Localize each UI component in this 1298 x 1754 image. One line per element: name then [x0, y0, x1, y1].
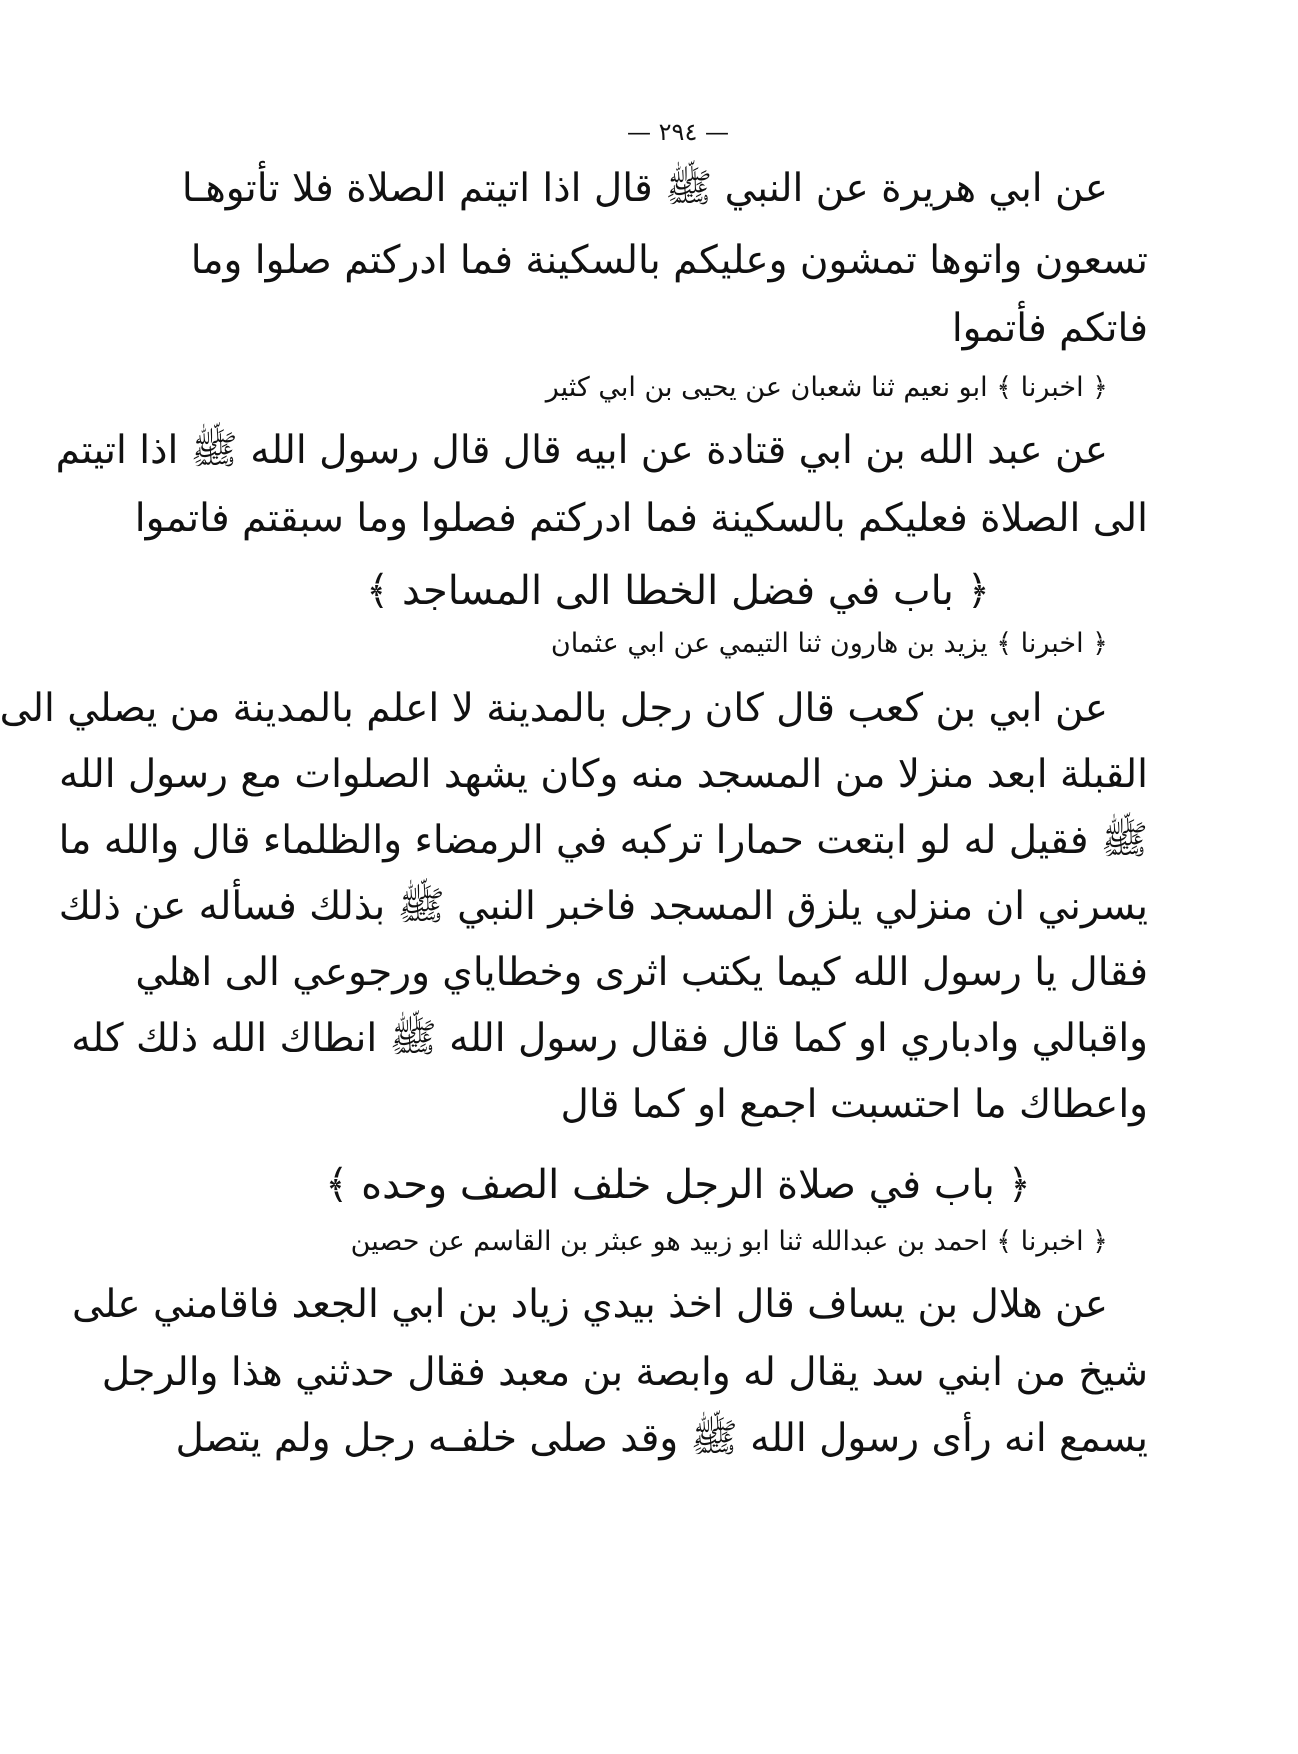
text-line: يسرني ان منزلي يلزق المسجد فاخبر النبي ﷺ بذلك فسأله عن ذلك — [58, 884, 1148, 929]
text-line: شيخ من ابني سد يقال له وابصة بن معبد فقال حدثني هذا والرجل — [101, 1350, 1148, 1395]
text-line: عن هلال بن يساف قال اخذ بيدي زياد بن ابي الجعد فاقامني على — [71, 1282, 1108, 1327]
text-line: الى الصلاة فعليكم بالسكينة فما ادركتم فصلوا وما سبقتم فاتموا — [134, 496, 1148, 541]
text-line: عن عبد الله بن ابي قتادة عن ابيه قال قال رسول الله ﷺ اذا اتيتم — [55, 428, 1108, 473]
isnad-line: ﴿ اخبرنا ﴾ يزيد بن هارون ثنا التيمي عن ابي عثمان — [550, 628, 1108, 659]
text-line: عن ابي بن كعب قال كان رجل بالمدينة لا اعلم بالمدينة من يصلي الى — [0, 686, 1108, 731]
text-line: يسمع انه رأى رسول الله ﷺ وقد صلى خلفـه رجل ولم يتصل — [175, 1416, 1148, 1461]
section-heading: ﴿ باب في فضل الخطا الى المساجد ﴾ — [365, 568, 991, 614]
text-line: فقال يا رسول الله كيما يكتب اثرى وخطاياي ورجوعي الى اهلي — [135, 950, 1148, 995]
text-line: عن ابي هريرة عن النبي ﷺ قال اذا اتيتم الصلاة فلا تأتوهـا — [181, 166, 1108, 211]
isnad-line: ﴿ اخبرنا ﴾ ابو نعيم ثنا شعبان عن يحيى بن ابي كثير — [545, 372, 1108, 403]
isnad-line: ﴿ اخبرنا ﴾ احمد بن عبدالله ثنا ابو زبيد هو عبثر بن القاسم عن حصين — [350, 1226, 1108, 1257]
text-line: تسعون واتوها تمشون وعليكم بالسكينة فما ادركتم صلوا وما — [190, 238, 1148, 283]
text-line: واقبالي وادباري او كما قال فقال رسول الله ﷺ انطاك الله ذلك كله — [71, 1016, 1148, 1061]
page-number: — ٢٩٤ — — [627, 118, 729, 146]
text-line: القبلة ابعد منزلا من المسجد منه وكان يشهد الصلوات مع رسول الله — [59, 752, 1148, 797]
text-line: فاتكم فأتموا — [951, 306, 1148, 351]
text-line: واعطاك ما احتسبت اجمع او كما قال — [560, 1082, 1148, 1127]
section-heading: ﴿ باب في صلاة الرجل خلف الصف وحده ﴾ — [325, 1162, 1031, 1208]
text-line: ﷺ فقيل له لو ابتعت حمارا تركبه في الرمضاء والظلماء قال والله ما — [58, 818, 1148, 863]
